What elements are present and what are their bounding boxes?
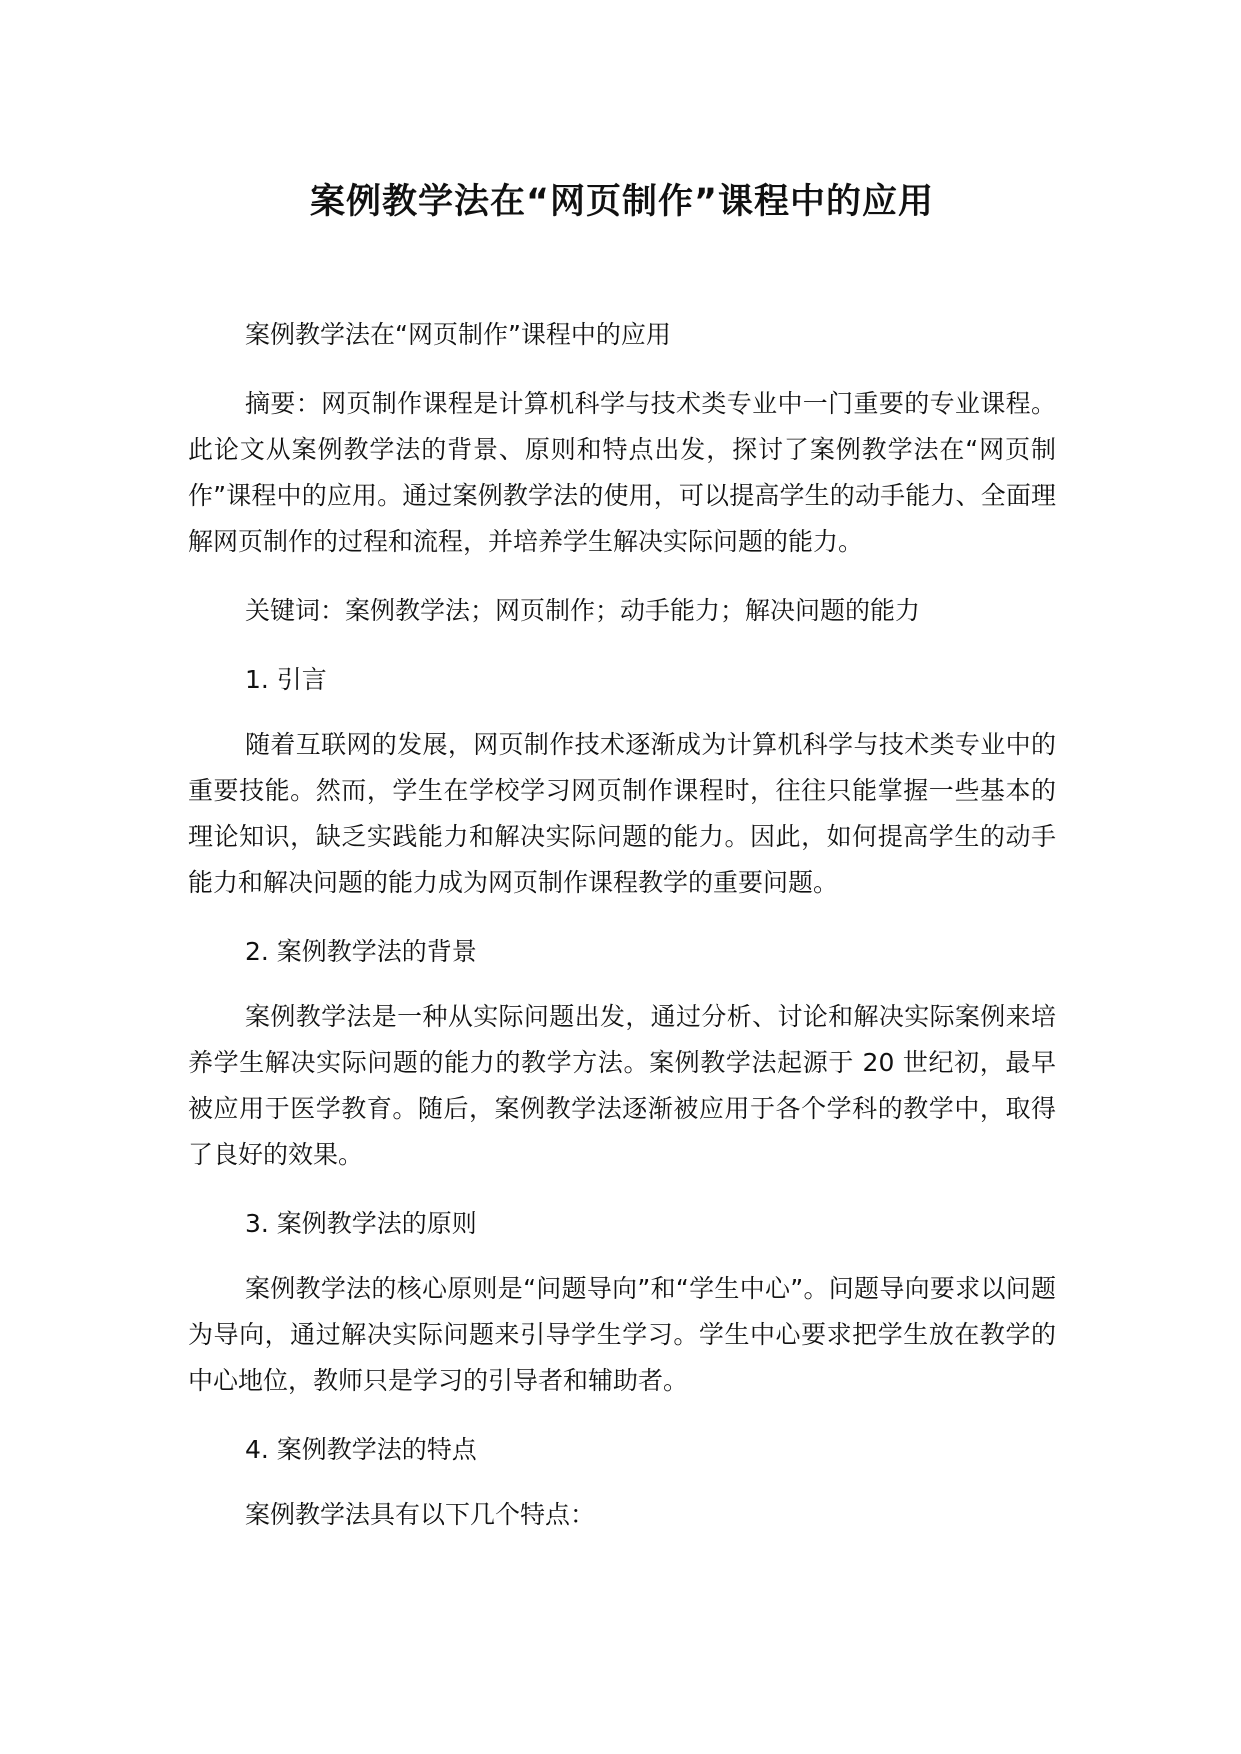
section-paragraph: 案例教学法具有以下几个特点： xyxy=(245,1500,596,1529)
section-heading-principles: 3. 案例教学法的原则 xyxy=(245,1209,477,1238)
section-paragraph: 案例教学法是一种从实际问题出发，通过分析、讨论和解决实际案例来培养学生解决实际问题的能力的教学方法。案例教学法起源于 20 世纪初，最早被应用于医学教育。随后，案例教学法逐渐被应用于各个学科的教学中，取得了良好的效果。 xyxy=(188,1002,1056,1169)
document-subtitle: 案例教学法在“网页制作”课程中的应用 xyxy=(245,320,671,349)
section-paragraph: 随着互联网的发展，网页制作技术逐渐成为计算机科学与技术类专业中的重要技能。然而，学生在学校学习网页制作课程时，往往只能掌握一些基本的理论知识，缺乏实践能力和解决实际问题的能力。因此，如何提高学生的动手能力和解决问题的能力成为网页制作课程教学的重要问题。 xyxy=(188,730,1056,897)
abstract-paragraph: 摘要：网页制作课程是计算机科学与技术类专业中一门重要的专业课程。此论文从案例教学法的背景、原则和特点出发，探讨了案例教学法在“网页制作”课程中的应用。通过案例教学法的使用，可以提高学生的动手能力、全面理解网页制作的过程和流程，并培养学生解决实际问题的能力。 xyxy=(188,389,1056,556)
section-heading-introduction: 1. 引言 xyxy=(245,665,327,694)
document-body xyxy=(188,312,1056,1538)
section-heading-features: 4. 案例教学法的特点 xyxy=(245,1435,477,1464)
section-paragraph: 案例教学法的核心原则是“问题导向”和“学生中心”。问题导向要求以问题为导向，通过解决实际问题来引导学生学习。学生中心要求把学生放在教学的中心地位，教师只是学习的引导者和辅助者。 xyxy=(188,1274,1056,1395)
document-title: 案例教学法在“网页制作”课程中的应用 xyxy=(309,182,934,222)
section-heading-background: 2. 案例教学法的背景 xyxy=(245,937,477,966)
keywords-paragraph: 关键词：案例教学法；网页制作；动手能力；解决问题的能力 xyxy=(245,596,921,625)
